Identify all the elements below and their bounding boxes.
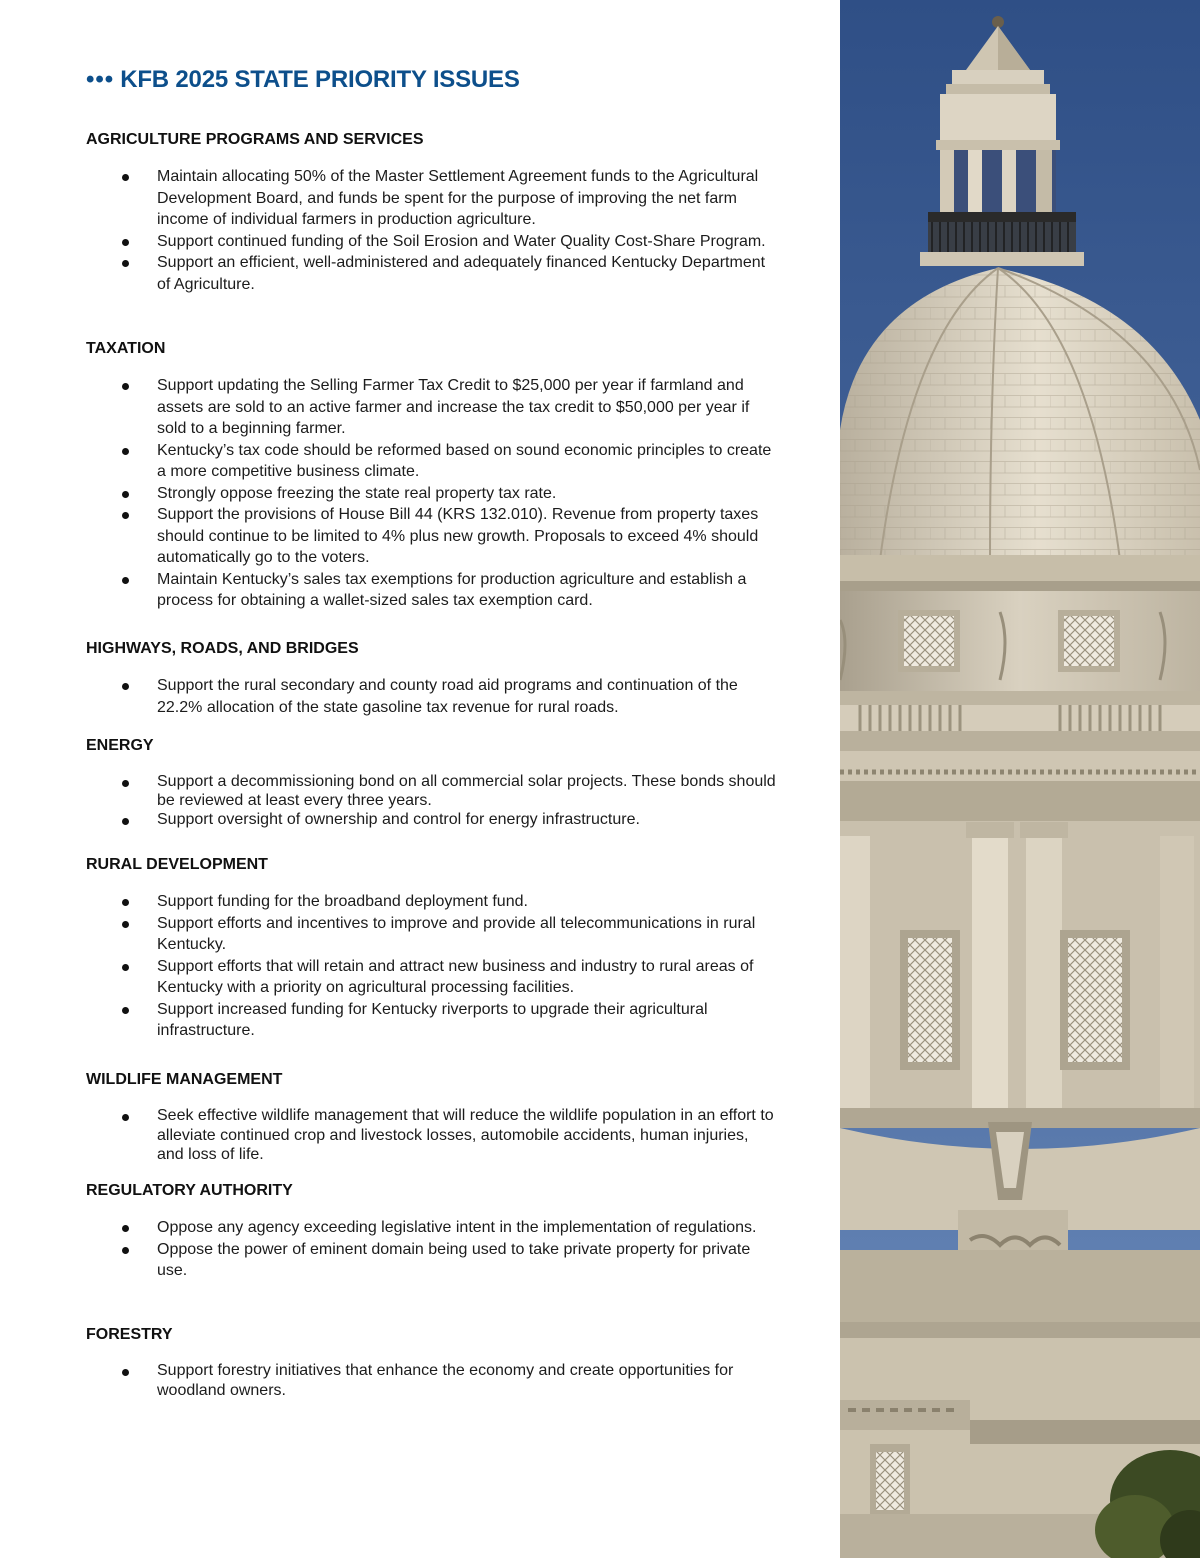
bullet-icon [122,512,129,519]
bullet-list [86,166,786,295]
section-heading: AGRICULTURE PROGRAMS AND SERVICES [86,131,424,148]
section-rural-development [86,855,786,1042]
list-item [86,675,777,718]
list-item-text: Support an efficient, well-administered and adequately financed Kentucky Department of Agriculture. [157,254,766,293]
section-heading: REGULATORY AUTHORITY [86,1182,293,1199]
list-item-text: Support a decommissioning bond on all commercial solar projects. These bonds should be reviewed at least every three years. [157,773,776,809]
section-heading: WILDLIFE MANAGEMENT [86,1071,283,1088]
list-item-text: Support efforts and incentives to improve and provide all telecommunications in rural Kentucky. [157,914,756,953]
list-item [86,252,777,295]
section-heading: FORESTRY [86,1326,173,1343]
bullet-list [86,1217,786,1282]
list-item [86,375,777,440]
bullet-icon [122,1225,129,1232]
list-item [86,891,777,913]
capitol-dome-icon [840,0,1200,1558]
list-item [86,810,777,829]
bullet-icon [122,780,129,787]
list-item [86,483,777,505]
bullet-icon [122,818,129,825]
list-item-text: Support the rural secondary and county road aid programs and continuation of the 22.2% allocation of the state gasoline tax revenue for rural roads. [157,677,738,716]
list-item [86,1106,777,1165]
bullet-list [86,675,786,718]
title-dots: ••• [86,66,115,93]
list-item [86,1217,777,1239]
page-title [86,66,520,94]
section-heading: HIGHWAYS, ROADS, AND BRIDGES [86,640,359,657]
capitol-dome-photo [840,0,1200,1558]
section-wildlife [86,1070,786,1165]
list-item [86,504,777,569]
bullet-list [86,1361,786,1400]
list-item-text: Support updating the Selling Farmer Tax Credit to $25,000 per year if farmland and assets are sold to an active farmer and increase the tax credit to $50,000 per year if sold to a beginning farmer. [157,377,750,437]
list-item [86,166,777,231]
list-item-text: Support oversight of ownership and control for energy infrastructure. [157,811,640,828]
bullet-list [86,891,786,1042]
list-item-text: Maintain allocating 50% of the Master Settlement Agreement funds to the Agricultural Development Board, and funds be spent for the purpose of improving the net farm income of individual farmers in production agriculture. [157,168,759,228]
bullet-list [86,375,786,612]
list-item [86,569,777,612]
section-heading: RURAL DEVELOPMENT [86,856,268,873]
list-item-text: Seek effective wildlife management that will reduce the wildlife population in an effort to alleviate continued crop and livestock losses, automobile accidents, human injuries, and loss of life. [157,1107,774,1163]
bullet-icon [122,260,129,267]
section-taxation [86,339,786,612]
bullet-icon [122,383,129,390]
bullet-icon [122,921,129,928]
list-item-text: Strongly oppose freezing the state real property tax rate. [157,484,557,502]
list-item-text: Maintain Kentucky’s sales tax exemptions for production agriculture and establish a process for obtaining a wallet-sized sales tax exemption card. [157,570,747,609]
bullet-icon [122,577,129,584]
bullet-icon [122,239,129,246]
bullet-icon [122,683,129,690]
list-item-text: Oppose any agency exceeding legislative intent in the implementation of regulations. [157,1219,757,1236]
bullet-icon [122,899,129,906]
list-item [86,231,777,253]
bullet-icon [122,1007,129,1014]
title-text: KFB 2025 STATE PRIORITY ISSUES [120,66,520,93]
list-item-text: Support efforts that will retain and attract new business and industry to rural areas of Kentucky with a priority on agricultural processing facilities. [157,957,754,996]
list-item [86,1361,777,1400]
list-item-text: Oppose the power of eminent domain being used to take private property for private use. [157,1240,751,1279]
list-item-text: Support continued funding of the Soil Erosion and Water Quality Cost-Share Program. [157,232,766,250]
bullet-list [86,772,786,829]
list-item [86,1239,777,1282]
bullet-icon [122,1369,129,1376]
section-highways [86,639,786,718]
list-item-text: Kentucky’s tax code should be reformed based on sound economic principles to create a more competitive business climate. [157,441,772,480]
list-item [86,999,777,1042]
section-heading: TAXATION [86,340,166,357]
section-forestry [86,1325,786,1400]
list-item-text: Support funding for the broadband deployment fund. [157,893,528,910]
section-agriculture [86,130,786,295]
bullet-icon [122,448,129,455]
bullet-icon [122,964,129,971]
list-item-text: Support the provisions of House Bill 44 (KRS 132.010). Revenue from property taxes should continue to be limited to 4% plus new growth. Proposals to exceed 4% should automatically go to the voters. [157,506,759,566]
bullet-icon [122,491,129,498]
bullet-icon [122,174,129,181]
section-energy [86,736,786,829]
list-item [86,772,777,810]
bullet-icon [122,1247,129,1254]
bullet-list [86,1106,786,1165]
list-item-text: Support forestry initiatives that enhance the economy and create opportunities for woodland owners. [157,1362,734,1399]
bullet-icon [122,1114,129,1121]
section-heading: ENERGY [86,737,154,754]
list-item [86,913,777,956]
list-item-text: Support increased funding for Kentucky riverports to upgrade their agricultural infrastructure. [157,1000,708,1039]
list-item [86,440,777,483]
section-regulatory [86,1181,786,1282]
list-item [86,956,777,999]
